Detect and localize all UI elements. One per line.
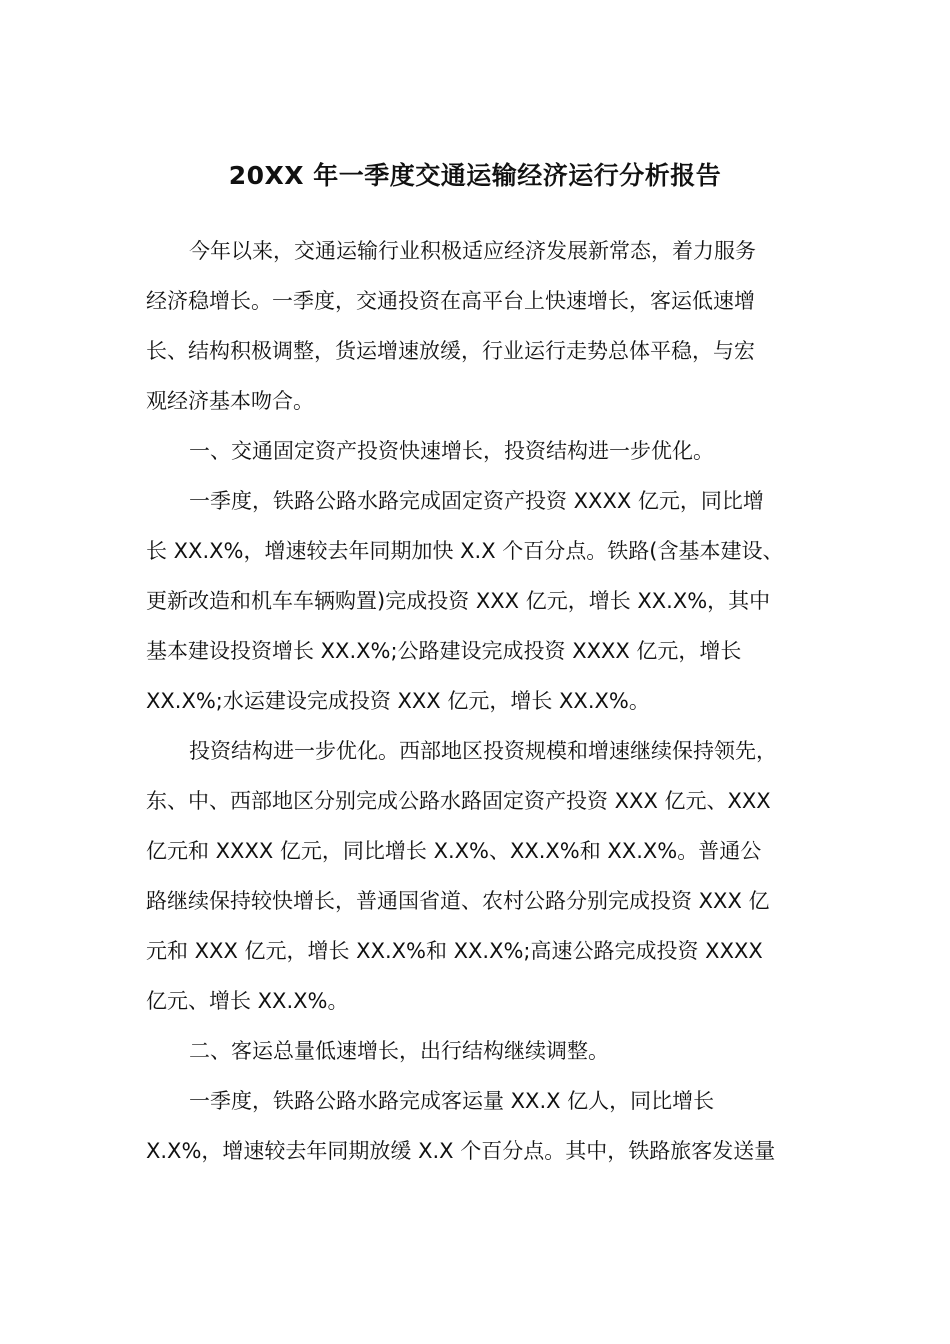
paragraph-line: 东、中、西部地区分别完成公路水路固定资产投资 XXX 亿元、XXX [146,789,771,813]
section-heading: 一、交通固定资产投资快速增长，投资结构进一步优化。 [189,439,714,463]
paragraph-line: 一季度，铁路公路水路完成客运量 XX.X 亿人，同比增长 [189,1089,715,1113]
paragraph-line: 更新改造和机车车辆购置)完成投资 XXX 亿元，增长 XX.X%，其中 [146,589,771,613]
section-heading: 二、客运总量低速增长，出行结构继续调整。 [189,1039,609,1063]
paragraph-line: 今年以来，交通运输行业积极适应经济发展新常态，着力服务 [189,239,756,263]
paragraph-line: 一季度，铁路公路水路完成固定资产投资 XXXX 亿元，同比增 [189,489,764,513]
paragraph-line: 亿元、增长 XX.X%。 [146,989,349,1013]
paragraph-line: 亿元和 XXXX 亿元，同比增长 X.X%、XX.X%和 XX.X%。普通公 [146,839,762,863]
paragraph-line: 长、结构积极调整，货运增速放缓，行业运行走势总体平稳，与宏 [146,339,755,363]
paragraph-line: 路继续保持较快增长，普通国省道、农村公路分别完成投资 XXX 亿 [146,889,770,913]
document-title: 20XX 年一季度交通运输经济运行分析报告 [228,161,722,190]
paragraph-line: XX.X%;水运建设完成投资 XXX 亿元，增长 XX.X%。 [146,689,650,713]
paragraph-line: 基本建设投资增长 XX.X%;公路建设完成投资 XXXX 亿元，增长 [146,639,742,663]
paragraph-line: 长 XX.X%，增速较去年同期加快 X.X 个百分点。铁路(含基本建设、 [146,539,784,563]
paragraph-line: X.X%，增速较去年同期放缓 X.X 个百分点。其中，铁路旅客发送量 [146,1139,776,1163]
paragraph-line: 观经济基本吻合。 [146,389,314,413]
paragraph-line: 投资结构进一步优化。西部地区投资规模和增速继续保持领先， [189,739,777,763]
paragraph-line: 元和 XXX 亿元，增长 XX.X%和 XX.X%;高速公路完成投资 XXXX [146,939,763,963]
paragraph-line: 经济稳增长。一季度，交通投资在高平台上快速增长，客运低速增 [146,289,755,313]
